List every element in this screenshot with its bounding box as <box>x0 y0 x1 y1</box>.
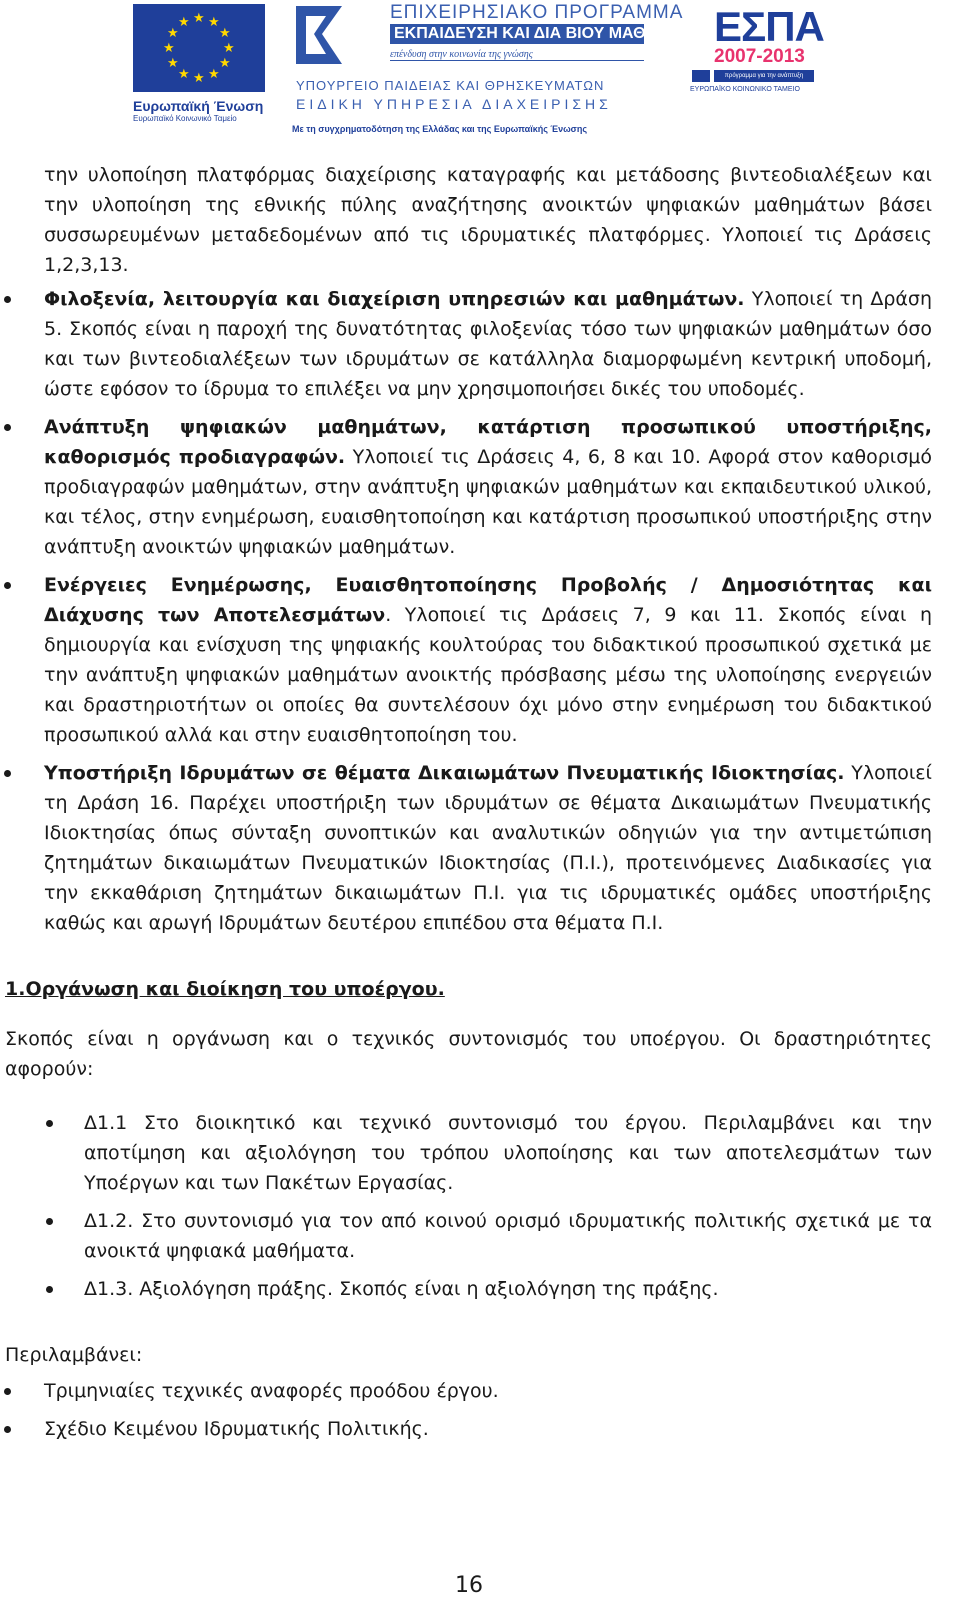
list-item-title: Ενέργειες Ενημέρωσης, Ευαισθητοποίησης Προβολής / Δημοσιότητας και Διάχυσης των Αποτελεσμάτων <box>44 574 932 626</box>
list-item-text: Υλοποιεί τις Δράσεις 4, 6, 8 και 10. Αφορά στον καθορισμό προδιαγραφών μαθημάτων, στην ανάπτυξη ψηφιακών μαθημάτων και εκπαιδευτικού υλικού, και τέλος, στην ενημέρωση, ευαισθητοποίηση και κατάρτιση προσωπικού υποστήριξης στην ανάπτυξη ανοικτών ψηφιακών μαθημάτων. <box>44 446 932 558</box>
header-logos <box>0 0 960 150</box>
list-item <box>0 1376 960 1406</box>
bullet-icon <box>46 1218 53 1225</box>
section-intro: Σκοπός είναι η οργάνωση και ο τεχνικός συντονισμός του υποέργου. Οι δραστηριότητες αφορούν: <box>5 1028 932 1080</box>
cofunding-note: Με τη συγχρηματοδότηση της Ελλάδας και της Ευρωπαϊκής Ένωσης <box>292 124 588 134</box>
list-item <box>0 412 960 562</box>
list-item <box>0 1206 960 1266</box>
list-item-title: Ανάπτυξη ψηφιακών μαθημάτων, κατάρτιση προσωπικού υποστήριξης, καθορισμός προδιαγραφών. <box>44 416 932 468</box>
list-item-text: Υλοποιεί τη Δράση 5. Σκοπός είναι η παροχή της δυνατότητας φιλοξενίας τόσο των ψηφιακών μαθημάτων όσο και των βιντεοδιαλέξεων των ιδρυμάτων σε κατάλληλα διαμορφωμένη κεντρική υποδομή, ώστε εφόσον το ίδρυμα το επιλέξει να μην χρησιμοποιήσει δικές του υποδομές. <box>44 288 933 400</box>
programme-logo <box>292 2 684 142</box>
page-number: 16 <box>455 1573 483 1598</box>
includes-label: Περιλαμβάνει: <box>5 1344 143 1366</box>
list-item-text: . Υλοποιεί τις Δράσεις 7, 9 και 11. Σκοπός είναι η δημιουργία και ενίσχυση της ψηφιακής κουλτούρας του διδακτικού προσωπικού σχετικά με την ανάπτυξη ψηφιακών μαθημάτων ανοικτής πρόσβασης μέσω της υλοποίησης ενεργειών και δραστηριοτήτων οι οποίες θα συντελέσουν όχι μόνο στην ενημέρωση του διδακτικού προσωπικού αλλά και στην ευαισθητοποίηση του. <box>44 604 932 746</box>
bullet-icon <box>46 1286 53 1293</box>
espa-years: 2007-2013 <box>714 46 805 67</box>
list-item <box>0 758 960 938</box>
section-heading: 1.Οργάνωση και διοίκηση του υποέργου. <box>5 978 445 1000</box>
action-text: Δ1.1 Στο διοικητικό και τεχνικό συντονισμό του έργου. Περιλαμβάνει και την αποτίμηση και αξιολόγηση του τρόπου υλοποίησης και των αποτελεσμάτων των Υποέργων και των Πακέτων Εργασίας. <box>84 1112 932 1194</box>
list-item <box>0 1414 960 1444</box>
list-item-title: Υποστήριξη Ιδρυμάτων σε θέματα Δικαιωμάτων Πνευματικής Ιδιοκτησίας. <box>44 762 845 784</box>
espa-fund: ΕΥΡΩΠΑΪΚΟ ΚΟΙΝΩΝΙΚΟ ΤΑΜΕΙΟ <box>690 86 800 93</box>
list-item-title: Φιλοξενία, λειτουργία και διαχείριση υπηρεσιών και μαθημάτων. <box>44 288 745 310</box>
bullet-icon <box>4 770 11 777</box>
intro-paragraph: την υλοποίηση πλατφόρμας διαχείρισης καταγραφής και μετάδοσης βιντεοδιαλέξεων και την υλοποίηση της εθνικής πύλης αναζήτησης ανοικτών ψηφιακών μαθημάτων βάσει συσσωρευμένων μεταδεδομένων από τις ιδρυματικές πλατφόρμες. Υλοποιεί τις Δράσεις 1,2,3,13. <box>44 164 932 276</box>
espa-word: ΕΣΠΑ <box>714 3 824 50</box>
eu-name: Ευρωπαϊκή Ένωση <box>133 98 264 114</box>
eu-flag-icon: ★ ★ ★ ★ ★ ★ ★ ★ ★ ★ ★ ★ <box>133 4 265 92</box>
eu-mini-flag-icon <box>692 70 710 82</box>
bullet-icon <box>4 296 11 303</box>
ministry-name: ΥΠΟΥΡΓΕΙΟ ΠΑΙΔΕΙΑΣ ΚΑΙ ΘΡΗΣΚΕΥΜΑΤΩΝ <box>296 78 605 93</box>
list-item <box>0 570 960 750</box>
list-item <box>0 284 960 404</box>
programme-emblem-icon <box>292 2 350 70</box>
list-item <box>0 1108 960 1198</box>
action-text: Δ1.3. Αξιολόγηση πράξης. Σκοπός είναι η αξιολόγηση της πράξης. <box>84 1278 719 1300</box>
action-text: Δ1.2. Στο συντονισμό για τον από κοινού ορισμό ιδρυματικής πολιτικής σχετικά με τα ανοικτά ψηφιακά μαθήματα. <box>84 1210 932 1262</box>
eu-logo <box>133 4 267 123</box>
includes-list <box>0 1376 960 1444</box>
bullet-icon <box>4 424 11 431</box>
subproject-list <box>0 284 960 938</box>
bullet-icon <box>4 1388 11 1395</box>
programme-title-3: επένδυση στην κοινωνία της γνώσης <box>390 49 644 61</box>
include-text: Τριμηνιαίες τεχνικές αναφορές προόδου έργου. <box>44 1380 499 1402</box>
include-text: Σχέδιο Κειμένου Ιδρυματικής Πολιτικής. <box>44 1418 429 1440</box>
bullet-icon <box>4 582 11 589</box>
programme-title-2: ΕΚΠΑΙΔΕΥΣΗ ΚΑΙ ΔΙΑ ΒΙΟΥ ΜΑΘΗΣΗ <box>390 24 644 44</box>
list-item <box>0 1274 960 1304</box>
espa-tagline: πρόγραμμα για την ανάπτυξη <box>714 70 814 82</box>
programme-title-1: ΕΠΙΧΕΙΡΗΣΙΑΚΟ ΠΡΟΓΡΑΜΜΑ <box>390 2 684 23</box>
list-item-text: Υλοποιεί τη Δράση 16. Παρέχει υποστήριξη των ιδρυμάτων σε θέματα Δικαιωμάτων Πνευματικής Ιδιοκτησίας όπως σύνταξη συνοπτικών και αναλυτικών οδηγιών για την αντιμετώπιση ζητημάτων δικαιωμάτων Πνευματικών Ιδιοκτησίας (Π.Ι.), προτεινόμενες Διαδικασίες για την εκκαθάριση ζητημάτων δικαιωμάτων Π.Ι. για τις ιδρυματικές ομάδες υποστήριξης καθώς και αρωγή Ιδρυμάτων δευτέρου επιπέδου στα θέματα Π.Ι. <box>44 762 932 934</box>
actions-list <box>0 1108 960 1304</box>
eu-subtitle: Ευρωπαϊκό Κοινωνικό Ταμείο <box>133 114 237 123</box>
bullet-icon <box>4 1426 11 1433</box>
espa-logo <box>690 3 824 118</box>
managing-authority: ΕΙΔΙΚΗ ΥΠΗΡΕΣΙΑ ΔΙΑΧΕΙΡΙΣΗΣ <box>296 96 612 112</box>
bullet-icon <box>46 1120 53 1127</box>
document-body <box>0 160 960 1444</box>
